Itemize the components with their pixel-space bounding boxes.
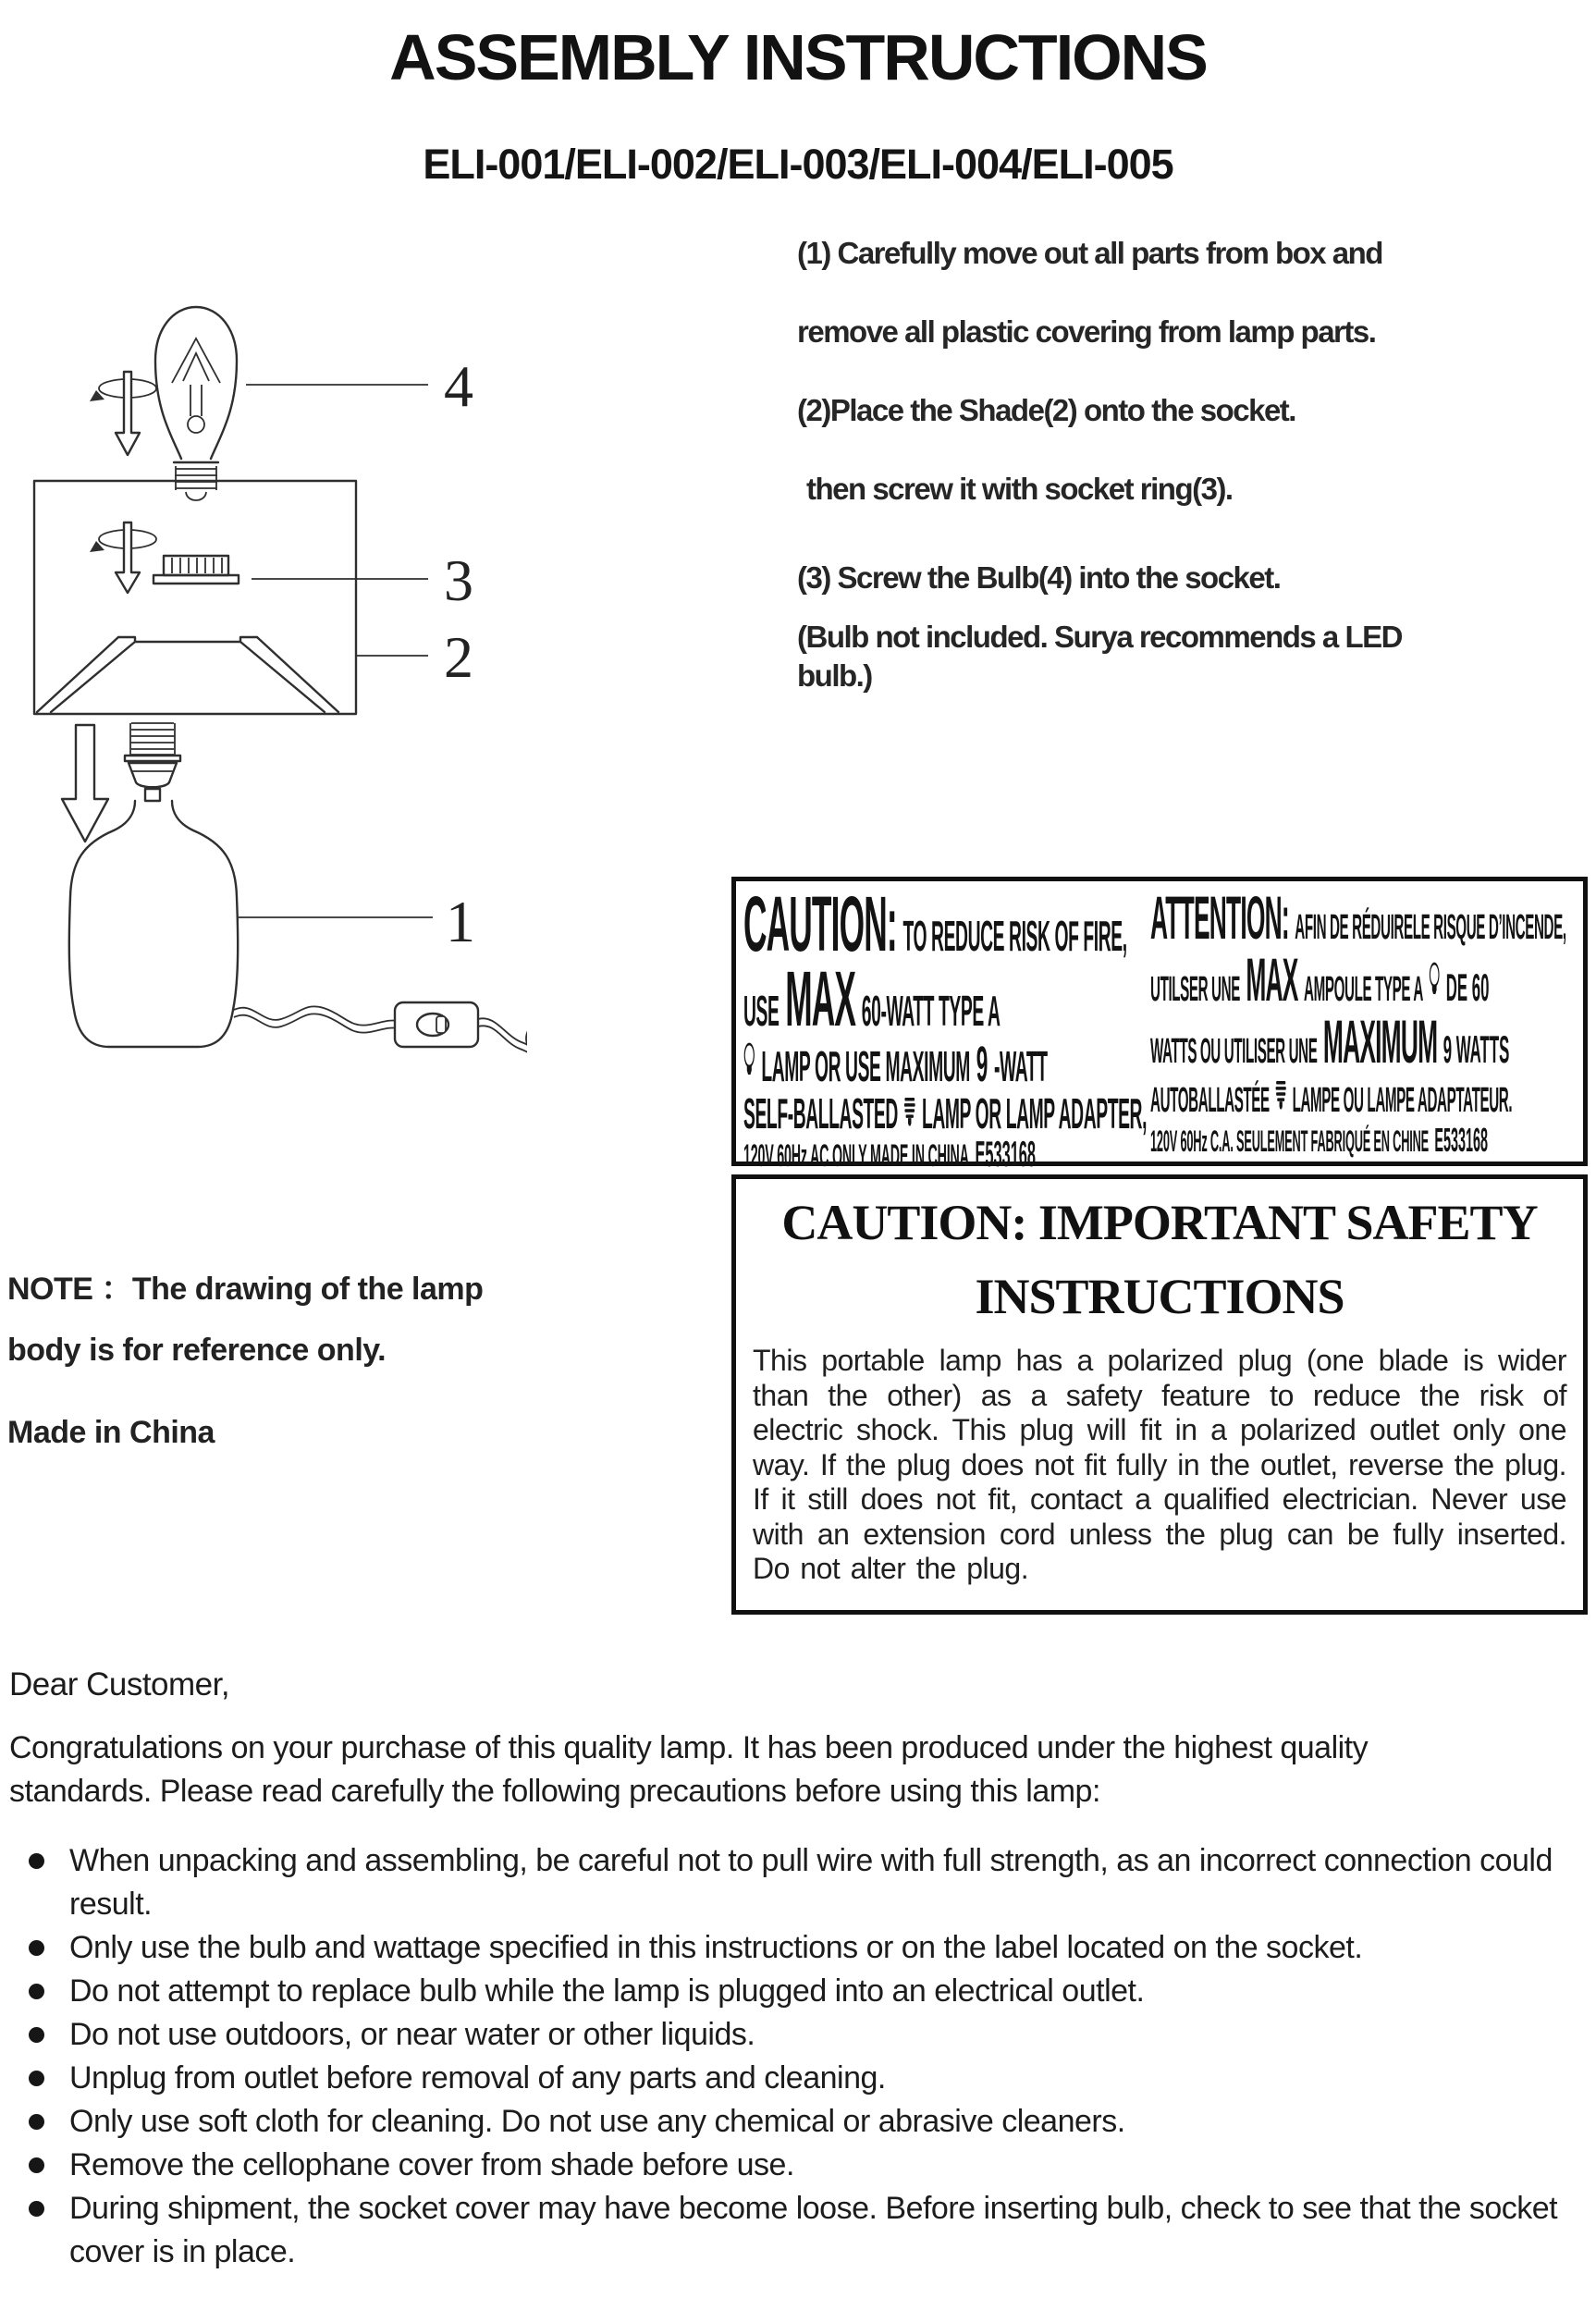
safety-header-line2: INSTRUCTIONS bbox=[975, 1269, 1344, 1324]
bullet-dot bbox=[29, 1940, 44, 1956]
precaution-item bbox=[9, 1926, 1587, 1970]
cfl-bulb-icon bbox=[1275, 1076, 1286, 1112]
customer-letter bbox=[9, 1663, 1587, 2274]
ul-file-number: E533168 bbox=[1434, 1120, 1489, 1159]
ul-file-number: E533168 bbox=[975, 1134, 1037, 1174]
step-line: (3) Screw the Bulb(4) into the socket. bbox=[797, 560, 1281, 595]
caution-label bbox=[731, 877, 1588, 1174]
precaution-item bbox=[9, 1970, 1587, 2013]
down-arrow-icon bbox=[62, 725, 108, 842]
precaution-text: Unplug from outlet before removal of any parts and cleaning. bbox=[69, 2060, 886, 2096]
cord-coil-drawing bbox=[526, 982, 527, 1063]
precaution-text: Do not use outdoors, or near water or other liquids. bbox=[69, 2017, 755, 2052]
bullet-dot bbox=[29, 2201, 44, 2217]
incandescent-bulb-icon bbox=[743, 1040, 755, 1081]
reference-note bbox=[7, 1263, 525, 1451]
note-line: body is for reference only. bbox=[7, 1333, 387, 1368]
step-line: remove all plastic covering from lamp parts. bbox=[797, 314, 1376, 349]
socket-ring-drawing bbox=[153, 556, 239, 584]
step-line: bulb.) bbox=[797, 658, 872, 693]
safety-header: CAUTION: IMPORTANT SAFETY bbox=[781, 1195, 1538, 1250]
caution-label-english: CAUTION: TO REDUCE RISK OF FIRE, USE MAX 60-WATT TYPE A LAMP OR USE MAXIMUM 9 -WATT SELF-BALLASTED LAMP OR LAMP ADAPTER, 120V 60Hz AC ONLY MADE IN CHINA E533168 bbox=[743, 880, 1148, 1174]
caution-label-french: ATTENTION: AFIN DE RÉDUIRELE RISQUE D’INCENDE, UTILSER UNE MAX AMPOULE TYPE A DE 60 WATTS OU UTILISER UNE MAXIMUM 9 WATTS AUTOBALLASTÉE LAMPE OU LAMPE ADAPTATEUR. 120V 60Hz C.A. SEULEMENT FABRIQUÉ EN CHINE E533168 bbox=[1150, 883, 1566, 1159]
precaution-item bbox=[9, 2013, 1587, 2057]
safety-instructions-box bbox=[731, 1174, 1588, 1615]
made-in-china-label: Made in China bbox=[7, 1415, 215, 1450]
bullet-dot bbox=[29, 2027, 44, 2043]
bullet-dot bbox=[29, 1853, 44, 1869]
letter-greeting: Dear Customer, bbox=[9, 1666, 230, 1702]
letter-intro: Congratulations on your purchase of this quality lamp. It has been produced under the highest quality standards. Please read carefully the following precautions before using this lamp: bbox=[9, 1730, 1369, 1809]
precaution-text: When unpacking and assembling, be careful not to pull wire with full strength, as an incorrect connection could result. bbox=[69, 1843, 1553, 1922]
precaution-text: Do not attempt to replace bulb while the lamp is plugged into an electrical outlet. bbox=[69, 1973, 1145, 2009]
caution-word: CAUTION: bbox=[743, 880, 897, 967]
precaution-list bbox=[9, 1839, 1587, 2274]
model-numbers: ELI-001/ELI-002/ELI-003/ELI-004/ELI-005 bbox=[423, 141, 1173, 188]
precaution-item bbox=[9, 2187, 1587, 2274]
assembly-steps bbox=[797, 237, 1592, 693]
light-bulb-drawing bbox=[155, 307, 237, 500]
page-title: ASSEMBLY INSTRUCTIONS bbox=[389, 21, 1207, 93]
socket-drawing bbox=[125, 723, 180, 801]
precaution-item bbox=[9, 2057, 1587, 2100]
bullet-dot bbox=[29, 2071, 44, 2086]
attention-word: ATTENTION: bbox=[1150, 883, 1289, 952]
step-line: then screw it with socket ring(3). bbox=[806, 472, 1233, 506]
cord-drawing bbox=[234, 1006, 527, 1057]
part-label-3: 3 bbox=[444, 547, 473, 613]
precaution-item bbox=[9, 2144, 1587, 2187]
step-line: (2)Place the Shade(2) onto the socket. bbox=[797, 393, 1295, 427]
part-label-2: 2 bbox=[444, 624, 473, 690]
precaution-text: Only use the bulb and wattage specified in this instructions or on the label located on the socket. bbox=[69, 1930, 1363, 1965]
precaution-item bbox=[9, 1839, 1587, 1926]
part-label-4: 4 bbox=[444, 353, 473, 419]
lamp-shade-drawing bbox=[34, 481, 356, 714]
step-line: (Bulb not included. Surya recommends a LED bbox=[797, 620, 1402, 654]
part-label-1: 1 bbox=[446, 889, 475, 954]
cfl-bulb-icon bbox=[904, 1093, 916, 1128]
precaution-item bbox=[9, 2100, 1587, 2144]
precaution-text: Only use soft cloth for cleaning. Do not use any chemical or abrasive cleaners. bbox=[69, 2104, 1125, 2139]
screw-arrow-bulb bbox=[90, 372, 156, 455]
bullet-dot bbox=[29, 2157, 44, 2173]
precaution-text: Remove the cellophane cover from shade before use. bbox=[69, 2147, 794, 2182]
bullet-dot bbox=[29, 1984, 44, 1999]
incandescent-bulb-icon bbox=[1429, 960, 1440, 1001]
screw-arrow-ring bbox=[90, 522, 156, 593]
switch-drawing bbox=[395, 1002, 478, 1047]
safety-body-text: This portable lamp has a polarized plug (one blade is wider than the other) as a safety feature to reduce the risk of electric shock. This plug will fit in a polarized outlet only one way. If the plug does not fit fully in the outlet, reverse the plug. If it still does not fit, contact a qualified electrician. Never use with an extension cord unless the plug can be fully inserted. Do not alter the plug. bbox=[753, 1344, 1566, 1585]
assembly-diagram bbox=[18, 296, 527, 1110]
step-line: (1) Carefully move out all parts from box and bbox=[797, 236, 1382, 270]
precaution-text: During shipment, the socket cover may have become loose. Before inserting bulb, check to see that the socket cover is in place. bbox=[69, 2191, 1558, 2269]
bullet-dot bbox=[29, 2114, 44, 2130]
note-line: NOTE ：The drawing of the lamp bbox=[7, 1272, 484, 1307]
lamp-body-drawing bbox=[69, 801, 238, 1047]
